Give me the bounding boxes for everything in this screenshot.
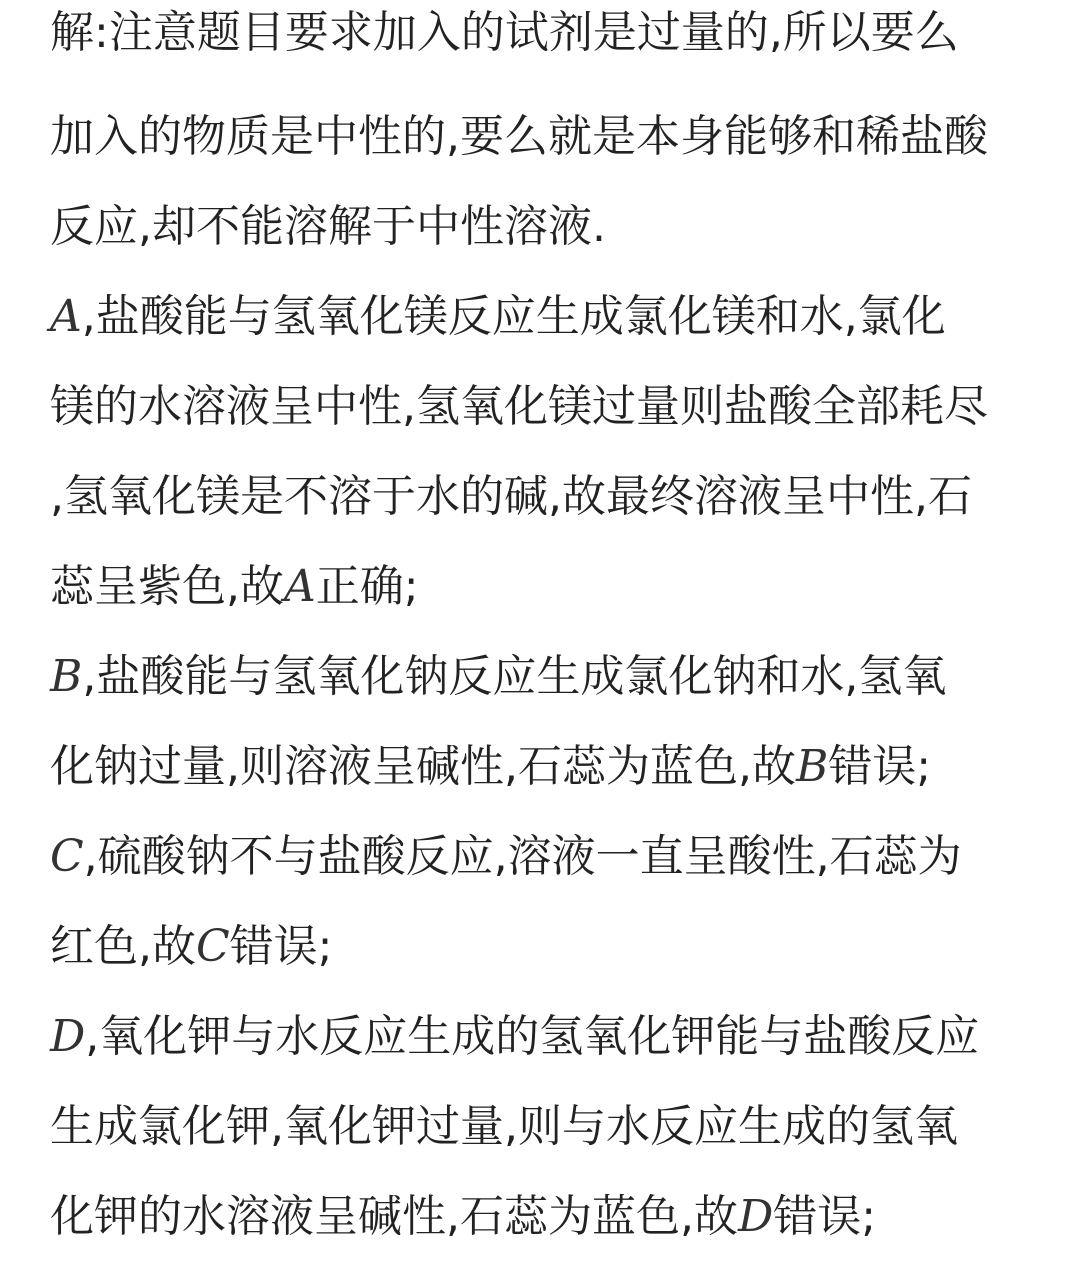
- option-letter: C: [50, 831, 84, 882]
- text-line: [50, 542, 1080, 632]
- text-segment: 错误;: [828, 741, 932, 792]
- text-segment: 错误;: [229, 921, 333, 972]
- text-segment: ,盐酸能与氢氧化镁反应生成氯化镁和水,氯化: [81, 291, 946, 342]
- text-segment: ,氢氧化镁是不溶于水的碱,故最终溶液呈中性,石: [50, 471, 972, 522]
- option-letter: D: [50, 1011, 86, 1062]
- option-letter: B: [795, 741, 829, 792]
- text-segment: 化钾的水溶液呈碱性,石蕊为蓝色,故: [50, 1191, 738, 1242]
- text-segment: 错误;: [773, 1191, 877, 1242]
- text-line: [50, 902, 1080, 992]
- text-line: [50, 722, 1080, 812]
- text-segment: 镁的水溶液呈中性,氢氧化镁过量则盐酸全部耗尽: [50, 381, 988, 432]
- text-segment: 反应,却不能溶解于中性溶液.: [50, 201, 606, 252]
- text-segment: ,硫酸钠不与盐酸反应,溶液一直呈酸性,石蕊为: [83, 831, 962, 882]
- text-segment: 红色,故: [50, 921, 196, 972]
- solution-text: [50, 0, 1080, 1262]
- option-letter: B: [50, 651, 83, 702]
- text-segment: ,盐酸能与氢氧化钠反应生成氯化钠和水,氢氧: [82, 651, 947, 702]
- text-segment: 正确;: [315, 561, 419, 612]
- option-letter: D: [737, 1191, 774, 1242]
- text-segment: 解:注意题目要求加入的试剂是过量的,所以要么: [50, 7, 959, 58]
- text-segment: ,氧化钾与水反应生成的氢氧化钾能与盐酸反应: [85, 1011, 980, 1062]
- text-line: [50, 92, 1080, 182]
- text-line: [50, 362, 1080, 452]
- text-line: [50, 0, 1080, 92]
- text-line: [50, 1172, 1080, 1262]
- option-letter: C: [196, 921, 230, 972]
- text-segment: 化钠过量,则溶液呈碱性,石蕊为蓝色,故: [50, 741, 796, 792]
- text-line: [50, 272, 1080, 362]
- text-line: [50, 812, 1080, 902]
- text-segment: 加入的物质是中性的,要么就是本身能够和稀盐酸: [50, 111, 988, 162]
- text-line: [50, 992, 1080, 1082]
- option-letter: A: [284, 561, 316, 612]
- text-segment: 生成氯化钾,氧化钾过量,则与水反应生成的氢氧: [50, 1101, 958, 1152]
- text-line: [50, 182, 1080, 272]
- text-segment: 蕊呈紫色,故: [50, 561, 284, 612]
- text-line: [50, 632, 1080, 722]
- text-line: [50, 1082, 1080, 1172]
- text-line: [50, 452, 1080, 542]
- option-letter: A: [50, 291, 82, 342]
